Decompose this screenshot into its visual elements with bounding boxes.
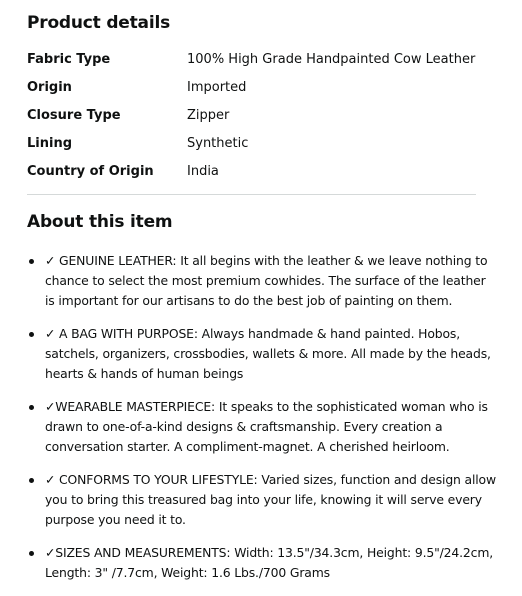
spec-label: Fabric Type	[27, 52, 111, 67]
about-this-item-heading: About this item	[27, 212, 173, 232]
bullet-dot-icon	[29, 405, 34, 410]
spec-value: 100% High Grade Handpainted Cow Leather	[187, 52, 476, 67]
feature-bullet-sizes	[27, 543, 497, 583]
spec-row-country-of-origin	[27, 162, 497, 182]
feature-bullet-list	[27, 251, 497, 596]
feature-bullet-text: ✓ CONFORMS TO YOUR LIFESTYLE: Varied sizes, function and design allow you to bring this treasured bag into your life, knowing it will serve every purpose you need it to.	[45, 472, 496, 527]
spec-label: Lining	[27, 136, 73, 151]
spec-label: Closure Type	[27, 108, 121, 123]
feature-bullet-text: ✓ GENUINE LEATHER: It all begins with the leather & we leave nothing to chance to select the most premium cowhides. The surface of the leather is important for our artisans to do the best job of painting on them.	[45, 253, 488, 308]
spec-label: Origin	[27, 80, 72, 95]
spec-row-lining	[27, 134, 497, 154]
feature-bullet-lifestyle	[27, 470, 497, 530]
bullet-dot-icon	[29, 551, 34, 556]
feature-bullet-text: ✓ A BAG WITH PURPOSE: Always handmade & hand painted. Hobos, satchels, organizers, crossbodies, wallets & more. All made by the heads, hearts & hands of human beings	[45, 326, 491, 381]
bullet-dot-icon	[29, 332, 34, 337]
spec-row-origin	[27, 78, 497, 98]
section-divider	[27, 194, 476, 195]
feature-bullet-text: ✓WEARABLE MASTERPIECE: It speaks to the sophisticated woman who is drawn to one-of-a-kind designs & craftsmanship. Every creation a conversation starter. A compliment-magnet. A cherished heirloom.	[45, 399, 488, 454]
product-details-heading: Product details	[27, 13, 170, 33]
feature-bullet-wearable-masterpiece	[27, 397, 497, 457]
spec-row-fabric-type	[27, 50, 497, 70]
spec-value: Imported	[187, 80, 247, 95]
feature-bullet-text: ✓SIZES AND MEASUREMENTS: Width: 13.5"/34.3cm, Height: 9.5"/24.2cm, Length: 3" /7.7cm, Weight: 1.6 Lbs./700 Grams	[45, 545, 494, 580]
spec-label: Country of Origin	[27, 164, 154, 179]
bullet-dot-icon	[29, 478, 34, 483]
spec-value: Zipper	[187, 108, 230, 123]
feature-bullet-bag-with-purpose	[27, 324, 497, 384]
spec-row-closure-type	[27, 106, 497, 126]
spec-value: India	[187, 164, 219, 179]
feature-bullet-genuine-leather	[27, 251, 497, 311]
bullet-dot-icon	[29, 259, 34, 264]
spec-value: Synthetic	[187, 136, 249, 151]
